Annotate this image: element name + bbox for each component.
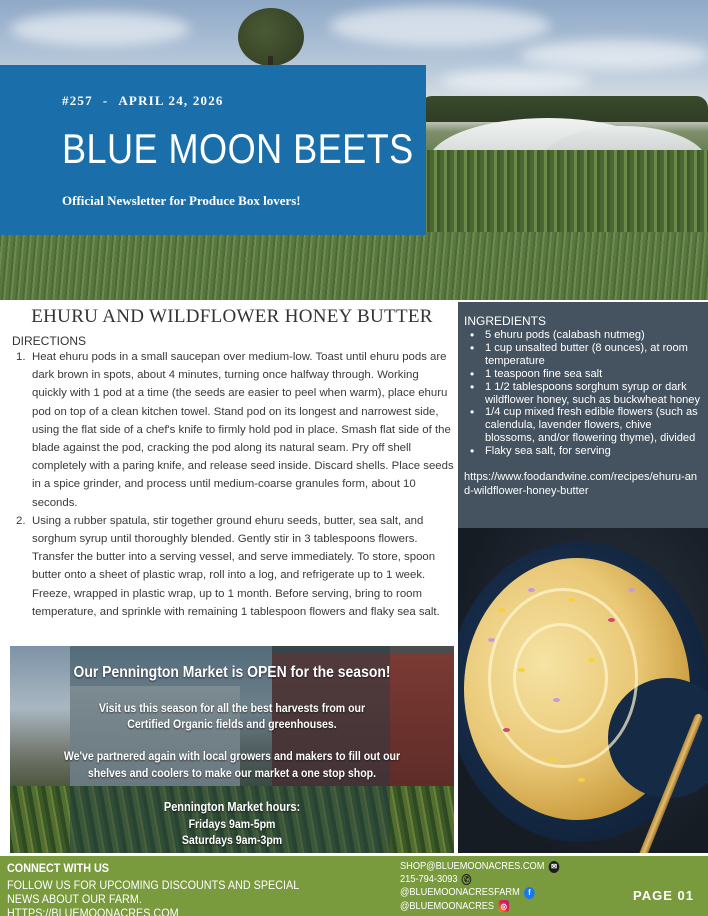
- recipe-title: EHURU AND WILDFLOWER HONEY BUTTER: [31, 306, 433, 327]
- footer-contact: [400, 860, 559, 913]
- facebook-handle[interactable]: @BLUEMOONACRESFARM: [400, 886, 520, 899]
- masthead: [0, 65, 426, 235]
- recipe-source-link[interactable]: https://www.foodandwine.com/recipes/ehuru-and-wildflower-honey-butter: [464, 471, 698, 498]
- bullet-icon: •: [470, 379, 475, 394]
- issue-date: APRIL 24, 2026: [118, 93, 224, 108]
- ingredient-item: [464, 445, 700, 458]
- ingredient-text: 1 teaspoon fine sea salt: [485, 367, 603, 380]
- ingredient-item: [464, 406, 700, 445]
- footer-connect-heading: CONNECT WITH US: [7, 861, 109, 875]
- ingredient-item: [464, 329, 700, 342]
- bullet-icon: •: [470, 366, 475, 381]
- market-banner: [10, 646, 454, 853]
- email-link[interactable]: SHOP@BLUEMOONACRES.COM: [400, 860, 545, 872]
- footer-follow-text: [7, 878, 304, 916]
- market-text-line: Certified Organic fields and greenhouses.: [127, 717, 337, 731]
- market-hours-friday: Fridays 9am-5pm: [188, 817, 276, 831]
- bullet-icon: •: [470, 328, 475, 342]
- phone-number[interactable]: 215-794-3093: [400, 873, 458, 886]
- bullet-icon: •: [470, 444, 475, 459]
- phone-icon: ✆: [463, 875, 470, 885]
- directions-label: DIRECTIONS: [12, 334, 87, 348]
- ingredient-text: 1 cup unsalted butter (8 ounces), at room temperature: [485, 341, 688, 367]
- bullet-icon: •: [470, 405, 475, 420]
- market-hours-saturday: Saturdays 9am-3pm: [181, 833, 283, 847]
- footer-follow-line[interactable]: NEWS ABOUT OUR FARM. HTTPS://BLUEMOONACRES.COM: [7, 892, 179, 916]
- page-number: PAGE 01: [633, 888, 694, 903]
- ingredients-list: [464, 329, 700, 458]
- newsletter-subtitle: Official Newsletter for Produce Box lovers!: [62, 193, 301, 208]
- facebook-icon[interactable]: f: [524, 887, 535, 899]
- ingredient-item: [464, 368, 700, 381]
- ingredient-item: [464, 342, 700, 368]
- ingredient-item: [464, 381, 700, 407]
- directions-list: [16, 348, 454, 621]
- ingredients-label: INGREDIENTS: [464, 314, 547, 328]
- butter-photo: [458, 528, 708, 853]
- direction-step: [16, 348, 454, 512]
- footer: [0, 856, 708, 916]
- newsletter-title: BLUE MOON BEETS: [62, 125, 414, 172]
- instagram-icon[interactable]: ◎: [499, 900, 510, 912]
- ingredients-panel: [458, 302, 708, 528]
- step-text: Using a rubber spatula, stir together ground ehuru seeds, butter, sea salt, and sorghum syrup until thoroughly blended. Gently stir in 3 tablespoons flowers. Transfer the butter into a serving vessel, and serve immediately. To store, spoon butter onto a sheet of plastic wrap, roll into a log, and refrigerate up to 1 week. Freeze, wrapped in plastic wrap, up to 1 month. Before serving, bring to room temperature, and sprinkle with remaining 1 tablespoon flowers and flaky sea salt.: [32, 514, 440, 618]
- market-hours-heading: Pennington Market hours:: [163, 800, 301, 814]
- ingredient-text: 1/4 cup mixed fresh edible flowers (such as calendula, lavender flowers, chive blossoms, and/or flowering thyme), divided: [485, 406, 698, 445]
- instagram-handle[interactable]: @BLUEMOONACRES: [400, 899, 495, 912]
- ingredient-text: 1 1/2 tablespoons sorghum syrup or dark wildflower honey, such as buckwheat honey: [485, 380, 701, 406]
- email-icon: ✉: [549, 861, 560, 873]
- issue-line: [62, 93, 224, 109]
- market-headline: Our Pennington Market is OPEN for the season!: [73, 664, 391, 681]
- ingredient-text: 5 ehuru pods (calabash nutmeg): [485, 329, 645, 341]
- step-number: 2.: [16, 514, 26, 527]
- step-number: 1.: [16, 351, 26, 363]
- bullet-icon: •: [470, 340, 475, 355]
- market-text-line: Visit us this season for all the best harvests from our: [98, 701, 366, 715]
- issue-separator: -: [102, 93, 109, 108]
- footer-follow-line: FOLLOW US FOR UPCOMING DISCOUNTS AND SPECIAL: [7, 878, 300, 892]
- issue-number: #257: [62, 93, 93, 108]
- market-text-line: We've partnered again with local growers and makers to fill out our: [63, 749, 401, 763]
- direction-step: [16, 512, 454, 621]
- market-text-line: shelves and coolers to make our market a one stop shop.: [87, 766, 377, 780]
- ingredient-text: Flaky sea salt, for serving: [485, 445, 611, 458]
- step-text: Heat ehuru pods in a small saucepan over medium-low. Toast until ehuru pods are dark brown in spots, about 4 minutes, turning once halfway through. Working quickly with 1 pod at a time (the seeds are easier to peel when warm), place ehuru pod on top of a clean kitchen towel. Stand pod on its longest and narrowest side, using the flat side of a chef's knife to firmly hold pod in place. Smash flat side of the blade against the pod, cracking the pod along its natural seam. Pry off shell completely with a paring knife, and release seed inside. Discard shells. Place seeds in a spice grinder, and process until medium-coarse granules form, about 10 seconds.: [32, 351, 454, 509]
